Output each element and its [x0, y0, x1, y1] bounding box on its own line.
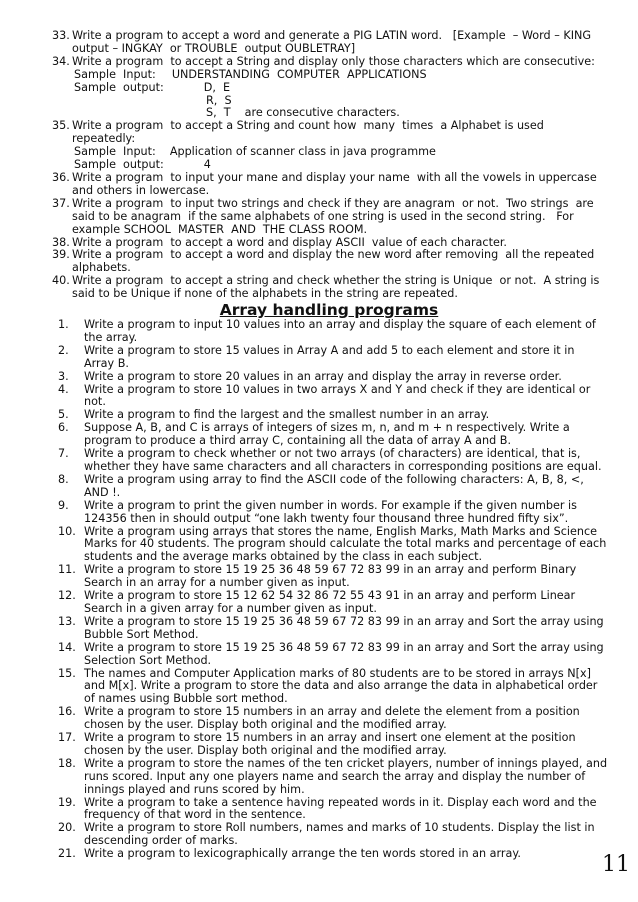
question-text: Suppose A, B, and C is arrays of integers of sizes m, n, and m + n respectively. Write a program to produce a third array C, containing all the data of array A and B. [84, 421, 570, 448]
question-item [0, 371, 638, 384]
question-number: 35. [52, 119, 70, 133]
question-item [0, 172, 638, 198]
sample-input-value: Application of scanner class in java programme [169, 145, 436, 159]
question-number: 19. [58, 795, 76, 809]
question-item [0, 448, 638, 474]
sample-output-line: S, T [206, 106, 231, 120]
sample-output-line: R, S [206, 93, 232, 107]
question-text: The names and Computer Application marks of 80 students are to be stored in arrays N[x] and M[x]. Write a program to store the data and also arrange the data in alphabetical order of names using Bubble sort method. [84, 666, 598, 706]
question-item [0, 590, 638, 616]
question-item [0, 706, 638, 732]
question-text: Write a program to lexicographically arrange the ten words stored in an array. [84, 847, 521, 861]
question-text: Write a program using arrays that stores the name, English Marks, Math Marks and Science Marks for 40 students. The program should calculate the total marks and percentage of each students and the average marks obtained by the class in each subject. [84, 524, 607, 564]
page-content [0, 30, 638, 861]
question-text: Write a program to accept a String and display only those characters which are consecutive: [72, 54, 595, 68]
question-item [0, 642, 638, 668]
question-number: 4. [58, 382, 69, 396]
question-number: 1. [58, 318, 69, 332]
question-item [0, 249, 638, 275]
sample-output-label: Sample output: [74, 80, 164, 94]
question-item [0, 384, 638, 410]
question-text: Write a program to check whether or not two arrays (of characters) are identical, that is, whether they have same characters and all characters in corresponding positions are equal. [84, 447, 602, 473]
page-number: 11 [602, 852, 630, 877]
question-item [0, 797, 638, 823]
question-item [0, 319, 638, 345]
question-item [0, 668, 638, 707]
question-number: 13. [58, 614, 76, 628]
question-number: 7. [58, 447, 69, 461]
question-text: Write a program to input your mane and display your name with all the vowels in uppercase and others in lowercase. [72, 170, 601, 197]
question-text: Write a program to print the given number in words. For example if the given number is 124356 then in should output “one lakh twenty four thousand three hundred fifty six”. [84, 498, 577, 525]
question-item [0, 758, 638, 797]
question-item [0, 345, 638, 371]
question-text: Write a program to accept a string and check whether the string is Unique or not. A string is said to be Unique if none of the alphabets in the string are repeated. [72, 274, 603, 301]
question-item [0, 30, 638, 56]
question-number: 21. [58, 847, 76, 861]
question-number: 5. [58, 408, 69, 422]
question-number: 39. [52, 248, 70, 262]
question-number: 12. [58, 589, 76, 603]
question-text: Write a program to store 15 19 25 36 48 59 67 72 83 99 in an array and Sort the array using Bubble Sort Method. [84, 614, 604, 641]
sample-input-value: UNDERSTANDING COMPUTER APPLICATIONS [171, 67, 427, 81]
question-text: Write a program to store 15 19 25 36 48 59 67 72 83 99 in an array and perform Binary Search in an array for a number given as input. [84, 563, 577, 590]
question-text: Write a program to accept a word and display ASCII value of each character. [72, 235, 507, 249]
question-number: 6. [58, 421, 69, 435]
question-number: 37. [52, 196, 70, 210]
question-number: 17. [58, 731, 76, 745]
question-text: Write a program to accept a String and count how many times a Alphabet is used repeatedly: [72, 119, 548, 146]
question-number: 9. [58, 498, 69, 512]
question-text: Write a program to store 15 19 25 36 48 59 67 72 83 99 in an array and Sort the array using Selection Sort Method. [84, 640, 604, 667]
question-number: 10. [58, 524, 76, 538]
question-item [0, 616, 638, 642]
question-item [0, 198, 638, 237]
question-number: 11. [58, 563, 76, 577]
string-programs-list-continued [0, 172, 638, 301]
question-item [0, 474, 638, 500]
question-text: Write a program to accept a word and generate a PIG LATIN word. [Example – Word – KING output – INGKAY or TROUBLE output OUBLETRAY] [72, 29, 595, 55]
question-item [0, 848, 638, 861]
question-number: 3. [58, 369, 69, 383]
sample-input-label: Sample Input: [74, 67, 156, 81]
question-text: Write a program to store 15 values in Array A and add 5 to each element and store it in Array B. [84, 343, 575, 370]
question-number: 38. [52, 235, 70, 249]
q34-sample-output [0, 82, 638, 95]
sample-output-note: are consecutive characters. [244, 106, 400, 120]
question-text: Write a program to store 20 values in an array and display the array in reverse order. [84, 369, 562, 383]
question-item [0, 822, 638, 848]
question-text: Write a program to input two strings and check if they are anagram or not. Two strings are said to be anagram if the same alphabets of one string is used in the second string. For example SCHOOL MASTER AND THE CLASS ROOM. [72, 196, 601, 236]
question-text: Write a program to store 15 numbers in an array and delete the element from a position chosen by the user. Display both original and the modified array. [84, 705, 580, 732]
array-programs-list [0, 319, 638, 861]
question-text: Write a program to store the names of the ten cricket players, number of innings played, and runs scored. Input any one players name and search the array and display the number of innings played and runs scored by him. [84, 756, 608, 796]
question-item [0, 56, 638, 69]
question-number: 8. [58, 472, 69, 486]
question-text: Write a program to find the largest and the smallest number in an array. [84, 408, 490, 422]
question-number: 34. [52, 54, 70, 68]
section-heading: Array handling programs [219, 301, 439, 320]
question-item [0, 732, 638, 758]
question-35 [0, 120, 638, 146]
question-item [0, 564, 638, 590]
question-text: Write a program to take a sentence having repeated words in it. Display each word and the frequency of that word in the sentence. [84, 795, 597, 822]
sample-output-value: 4 [203, 158, 211, 172]
sample-output-line: D, E [203, 80, 231, 94]
question-text: Write a program using array to find the ASCII code of the following characters: A, B, 8, <, AND !. [84, 472, 584, 499]
question-text: Write a program to store 15 12 62 54 32 86 72 55 43 91 in an array and perform Linear Search in a given array for a number given as input. [84, 589, 576, 615]
question-number: 15. [58, 666, 76, 680]
question-item [0, 526, 638, 565]
question-item [0, 422, 638, 448]
string-programs-list [0, 30, 638, 69]
question-item [0, 275, 638, 301]
sample-input-label: Sample Input: [74, 145, 156, 159]
question-number: 20. [58, 821, 76, 835]
question-number: 16. [58, 705, 76, 719]
question-number: 33. [52, 29, 70, 42]
sample-output-label: Sample output: [74, 158, 164, 172]
question-text: Write a program to store 10 values in two arrays X and Y and check if they are identical or not. [84, 382, 591, 409]
question-text: Write a program to input 10 values into an array and display the square of each element of the array. [84, 318, 596, 344]
question-text: Write a program to store Roll numbers, names and marks of 10 students. Display the list in descending order of marks. [84, 821, 595, 848]
question-text: Write a program to accept a word and display the new word after removing all the repeated alphabets. [72, 248, 598, 275]
question-text: Write a program to store 15 numbers in an array and insert one element at the position chosen by the user. Display both original and the modified array. [84, 731, 576, 757]
question-number: 36. [52, 170, 70, 184]
question-number: 14. [58, 640, 76, 654]
question-number: 18. [58, 756, 76, 770]
question-number: 40. [52, 274, 70, 288]
question-item [0, 500, 638, 526]
question-number: 2. [58, 343, 69, 357]
